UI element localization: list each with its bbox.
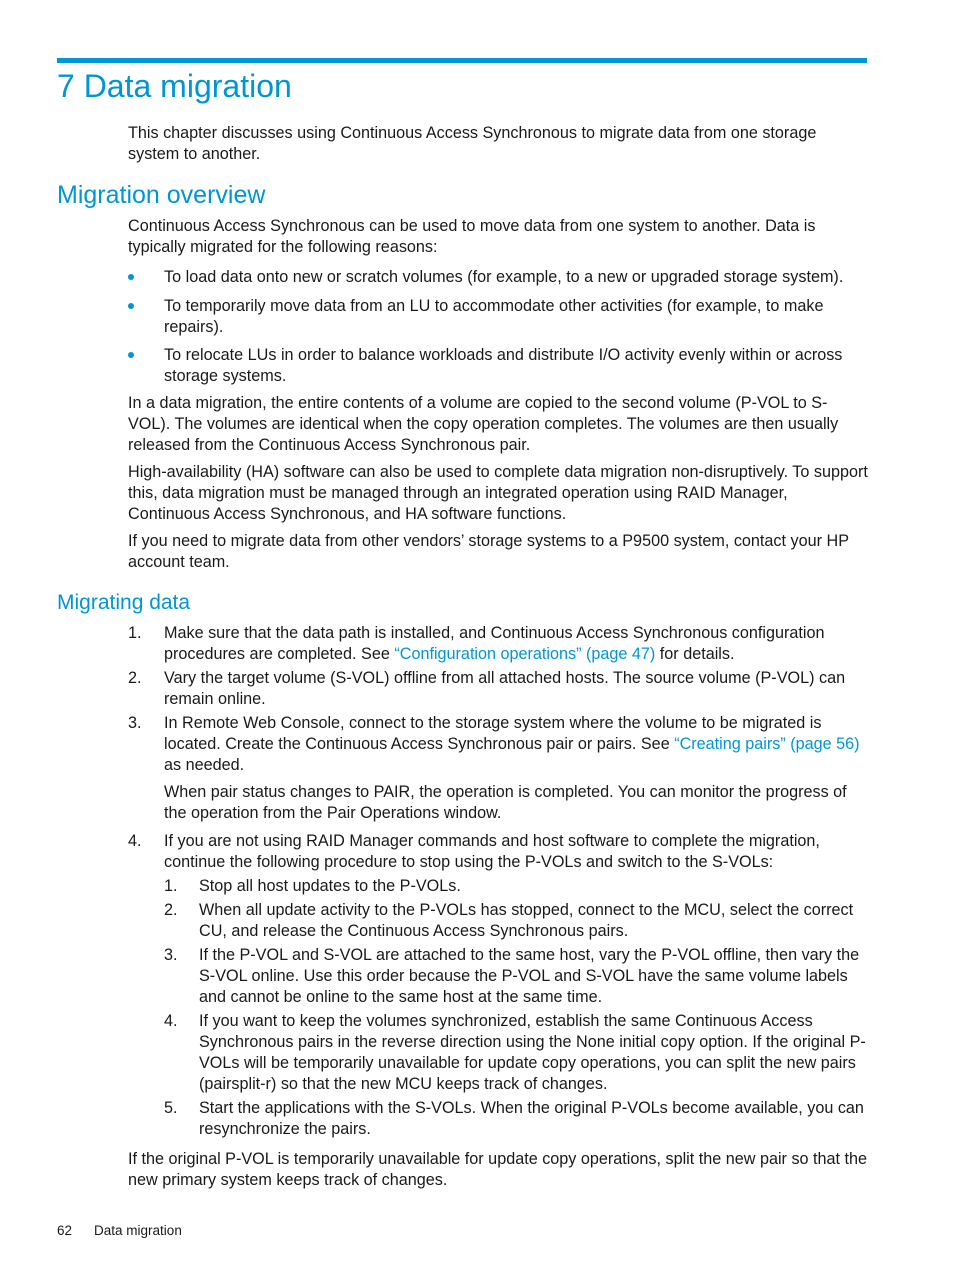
bullet-text: To load data onto new or scratch volumes (for example, to a new or upgraded storage system).	[164, 268, 844, 286]
section-heading-overview: Migration overview	[57, 181, 266, 209]
substep-number: 3.	[164, 946, 178, 964]
substep-number: 5.	[164, 1099, 178, 1117]
chapter-intro: This chapter discusses using Continuous Access Synchronous to migrate data from one storage system to another.	[128, 124, 817, 163]
substep-text: If the P-VOL and S-VOL are attached to the same host, vary the P-VOL offline, then vary the S-VOL online. Use this order because the P-VOL and S-VOL have the same volume labels and cannot be online to the same host at the same time.	[199, 946, 860, 1006]
overview-intro: Continuous Access Synchronous can be used to move data from one system to another. Data is typically migrated for the following reasons:	[128, 217, 816, 256]
substep-text: Start the applications with the S-VOLs. When the original P-VOLs become available, you can resynchronize the pairs.	[199, 1099, 864, 1138]
chapter-title: 7 Data migration	[57, 68, 292, 104]
overview-paragraph: High-availability (HA) software can also be used to complete data migration non-disruptively. To support this, data migration must be managed through an integrated operation using RAID Manager, Continuous Access Synchronous, and HA software functions.	[128, 463, 868, 523]
page-footer	[57, 1222, 182, 1240]
substep-number: 4.	[164, 1012, 178, 1030]
overview-paragraph: In a data migration, the entire contents of a volume are copied to the second volume (P-VOL to S-VOL). The volumes are identical when the copy operation completes. The volumes are then usually released from the Continuous Access Synchronous pair.	[128, 394, 839, 454]
bullet-icon	[128, 274, 134, 280]
link-creating-pairs[interactable]: “Creating pairs” (page 56)	[674, 735, 860, 753]
step-number: 4.	[128, 832, 142, 850]
link-configuration-operations[interactable]: “Configuration operations” (page 47)	[394, 645, 656, 663]
substep-number: 1.	[164, 877, 178, 895]
step-text: Make sure that the data path is installed, and Continuous Access Synchronous configuration procedures are completed. See “Configuration operations” (page 47) for details.	[164, 624, 825, 663]
step-number: 1.	[128, 624, 142, 642]
substep-number: 2.	[164, 901, 178, 919]
bullet-text: To temporarily move data from an LU to accommodate other activities (for example, to make repairs).	[164, 297, 824, 336]
chapter-rule	[57, 58, 867, 63]
bullet-icon	[128, 352, 134, 358]
bullet-icon	[128, 303, 134, 309]
step-text: In Remote Web Console, connect to the storage system where the volume to be migrated is located. Create the Continuous Access Synchronous pair or pairs. See “Creating pairs” (page 56) as needed.	[164, 714, 860, 774]
bullet-text: To relocate LUs in order to balance workloads and distribute I/O activity evenly within or across storage systems.	[164, 346, 843, 385]
footer-section-title: Data migration	[94, 1223, 182, 1238]
substep-text: When all update activity to the P-VOLs has stopped, connect to the MCU, select the correct CU, and release the Continuous Access Synchronous pairs.	[199, 901, 854, 940]
section-heading-migrating: Migrating data	[57, 591, 191, 614]
substep-text: Stop all host updates to the P-VOLs.	[199, 877, 461, 895]
step-text: If you are not using RAID Manager commands and host software to complete the migration, continue the following procedure to stop using the P-VOLs and switch to the S-VOLs:	[164, 832, 820, 871]
step-number: 2.	[128, 669, 142, 687]
substep-text: If you want to keep the volumes synchronized, establish the same Continuous Access Synchronous pairs in the reverse direction using the None initial copy option. If the original P-VOLs will be temporarily unavailable for update copy operations, you can split the new pairs (pairsplit-r) so that the new MCU keeps track of changes.	[199, 1012, 866, 1093]
step-text: Vary the target volume (S-VOL) offline from all attached hosts. The source volume (P-VOL) can remain online.	[164, 669, 846, 708]
page-number: 62	[57, 1223, 73, 1238]
closing-paragraph: If the original P-VOL is temporarily unavailable for update copy operations, split the new pair so that the new primary system keeps track of changes.	[128, 1150, 868, 1189]
step-number: 3.	[128, 714, 142, 732]
step-note: When pair status changes to PAIR, the operation is completed. You can monitor the progress of the operation from the Pair Operations window.	[164, 783, 847, 822]
overview-paragraph: If you need to migrate data from other vendors’ storage systems to a P9500 system, contact your HP account team.	[128, 532, 849, 571]
